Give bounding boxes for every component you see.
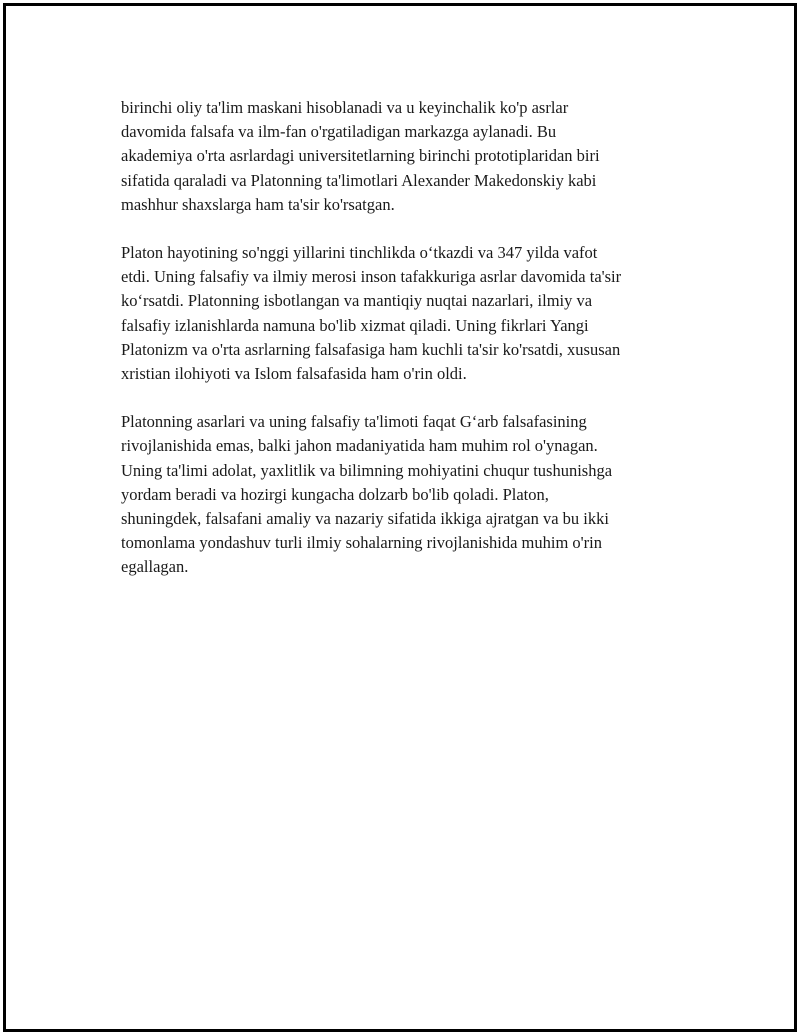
paragraph-3: Platonning asarlari va uning falsafiy ta'limoti faqat G‘arb falsafasining rivojlanishida emas, balki jahon madaniyatida ham muhim rol o'ynagan. Uning ta'limi adolat, yaxlitlik va bilimning mohiyatini chuqur tushunishga yordam beradi va hozirgi kungacha dolzarb bo'lib qoladi. Platon, shuningdek, falsafani amaliy va nazariy sifatida ikkiga ajratgan va bu ikki tomonlama yondashuv turli ilmiy sohalarning rivojlanishida muhim o'rin egallagan. [121, 412, 613, 577]
document-body [121, 96, 686, 604]
paragraph-1: birinchi oliy ta'lim maskani hisoblanadi va u keyinchalik ko'p asrlar davomida falsafa va ilm-fan o'rgatiladigan markazga aylanadi. Bu akademiya o'rta asrlardagi universitetlarning birinchi prototiplaridan biri sifatida qaraladi va Platonning ta'limotlari Alexander Makedonskiy kabi mashhur shaxslarga ham ta'sir ko'rsatgan. [121, 98, 600, 214]
paragraph-2: Platon hayotining so'nggi yillarini tinchlikda o‘tkazdi va 347 yilda vafot etdi. Uning falsafiy va ilmiy merosi inson tafakkuriga asrlar davomida ta'sir ko‘rsatdi. Platonning isbotlangan va mantiqiy nuqtai nazarlari, ilmiy va falsafiy izlanishlarda namuna bo'lib xizmat qiladi. Uning fikrlari Yangi Platonizm va o'rta asrlarning falsafasiga ham kuchli ta'sir ko'rsatdi, xususan xristian ilohiyoti va Islom falsafasida ham o'rin oldi. [121, 243, 622, 384]
page-border-frame [3, 3, 797, 1032]
